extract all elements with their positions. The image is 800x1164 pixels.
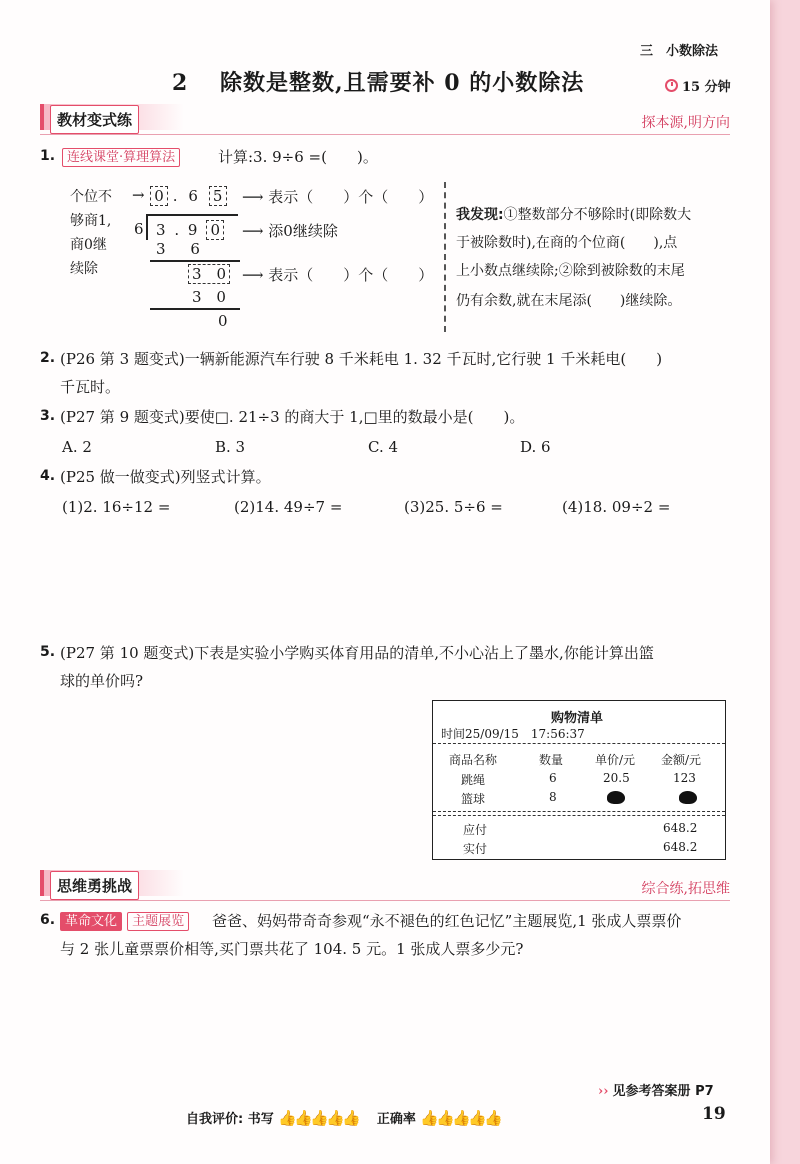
- receipt-row-2-name: 篮球: [461, 792, 486, 806]
- discover-label: 我发现:: [456, 207, 504, 223]
- arrow-3-text: 表示（ ）个（ ）: [268, 266, 434, 284]
- q5-line-2: 球的单价吗?: [60, 672, 144, 690]
- section-2-bar: [40, 870, 184, 896]
- q1-text: 计算:3. 9÷6 =( )。: [218, 148, 378, 166]
- q4-item-4: (4)18. 09÷2 =: [562, 498, 671, 516]
- q3-option-a[interactable]: A. 2: [62, 438, 92, 456]
- arrow-2-text: 添0继续除: [268, 222, 338, 240]
- arrow-1-text: 表示（ ）个（ ）: [268, 188, 434, 206]
- q1-note-3: 商0继: [70, 237, 107, 253]
- receipt-row-1-price: 20.5: [603, 771, 630, 785]
- q2-line-1: (P26 第 3 题变式)一辆新能源汽车行驶 8 千米耗电 1. 32 千瓦时,它行驶 1 千米耗电( ): [60, 350, 663, 368]
- q5-line-1: (P27 第 10 题变式)下表是实验小学购买体育用品的清单,不小心沾上了墨水,你能计算出篮: [60, 644, 654, 662]
- q4-item-3: (3)25. 5÷6 =: [404, 498, 503, 516]
- section-2-line: [40, 900, 730, 901]
- q6-tag-2: 主题展览: [127, 912, 189, 931]
- q1-note-1: 个位不: [70, 189, 112, 205]
- receipt-row-1-name: 跳绳: [461, 773, 486, 787]
- q3-option-d[interactable]: D. 6: [520, 438, 551, 456]
- section-1-line: [40, 134, 730, 135]
- dividend-added-zero: 0: [206, 220, 224, 240]
- sub1-3: 3: [156, 240, 166, 258]
- ink-blot-amount: [679, 791, 697, 807]
- remainder-1: [188, 264, 230, 284]
- q3-number: 3.: [40, 408, 56, 424]
- timer: [665, 76, 731, 95]
- arrow-3: ⟶ 表示（ ）个（ ）: [242, 266, 434, 284]
- discover-line-3: 上小数点继续除;②除到被除数的末尾: [456, 263, 685, 279]
- sub1-6: 6: [190, 240, 200, 258]
- rem-3: 3: [191, 265, 202, 283]
- receipt-time: 时间25/09/15 17:56:37: [441, 727, 585, 741]
- section-2-subtitle: 综合练,拓思维: [641, 881, 730, 897]
- receipt-row-1-qty: 6: [549, 771, 557, 785]
- subtract-2: [192, 288, 226, 306]
- receipt-due-value: 648.2: [663, 821, 698, 835]
- unit-header: 三 小数除法: [640, 44, 719, 59]
- receipt-paid-value: 648.2: [663, 840, 698, 854]
- rule-1: [150, 260, 240, 262]
- note-arrow: →: [132, 186, 145, 204]
- arrow-1: ⟶ 表示（ ）个（ ）: [242, 188, 434, 206]
- arrow-2: ⟶ 添0继续除: [242, 222, 338, 240]
- clock-icon: [665, 79, 678, 92]
- discover-line-1: [456, 204, 691, 224]
- writing-label: 书写: [247, 1112, 274, 1127]
- dividend-9: 9: [187, 221, 198, 239]
- lesson-title: [172, 66, 584, 97]
- q3-text: (P27 第 9 题变式)要使□. 21÷3 的商大于 1,□里的数最小是( )。: [60, 408, 525, 426]
- thumbs-up-icon[interactable]: 👍: [294, 1109, 313, 1127]
- thumbs-up-icon[interactable]: 👍: [452, 1109, 472, 1127]
- rem-0: 0: [216, 265, 227, 283]
- thumbs-up-icon[interactable]: 👍: [468, 1109, 488, 1127]
- q1-divider: [444, 182, 446, 332]
- discover-line-4: 仍有余数,就在末尾添( )继续除。: [456, 293, 682, 309]
- section-1-bar: [40, 104, 184, 130]
- final-remainder: 0: [218, 312, 228, 330]
- sub2-0: 0: [216, 288, 226, 306]
- accuracy-thumbs[interactable]: [420, 1109, 504, 1127]
- sub2-3: 3: [192, 288, 202, 306]
- lesson-number: 2: [172, 70, 189, 96]
- quotient: [150, 186, 227, 206]
- q6-tag-1: 革命文化: [60, 912, 122, 931]
- q1-number: 1.: [40, 148, 56, 164]
- receipt-due-label: 应付: [463, 823, 488, 837]
- q4-item-1: (1)2. 16÷12 =: [62, 498, 171, 516]
- ink-blot-icon: [607, 791, 625, 804]
- q1-tag-label: 连线课堂·算理算法: [62, 148, 180, 167]
- q3-option-b[interactable]: B. 3: [215, 438, 246, 456]
- thumbs-up-icon[interactable]: 👍: [326, 1109, 345, 1127]
- dividend-3: 3: [156, 221, 166, 239]
- ink-blot-icon: [679, 791, 697, 804]
- receipt-row-2-qty: 8: [549, 790, 557, 804]
- receipt-rule-1: [433, 743, 725, 744]
- receipt-header-qty: 数量: [539, 753, 564, 767]
- receipt-rule-2: [433, 811, 725, 812]
- answer-reference: [598, 1080, 714, 1099]
- dividend: [156, 220, 224, 240]
- q1-tag: [62, 146, 180, 167]
- self-eval-label: 自我评价:: [186, 1112, 244, 1127]
- page-number: 19: [702, 1104, 726, 1124]
- q4-item-2: (2)14. 49÷7 =: [234, 498, 343, 516]
- q5-number: 5.: [40, 644, 56, 660]
- q6-line-1: 爸爸、妈妈带奇奇参观“永不褪色的红色记忆”主题展览,1 张成人票票价: [212, 912, 682, 930]
- writing-thumbs[interactable]: [278, 1109, 363, 1127]
- divisor: 6: [134, 220, 144, 238]
- quotient-ones-box: 0: [150, 186, 168, 206]
- section-2-title: 思维勇挑战: [50, 871, 139, 900]
- q6-number: 6.: [40, 912, 56, 928]
- timer-text: 15 分钟: [682, 80, 731, 95]
- q4-text: (P25 做一做变式)列竖式计算。: [60, 468, 271, 486]
- thumbs-up-icon[interactable]: 👍: [278, 1109, 297, 1127]
- receipt-row-1-amount: 123: [673, 771, 696, 785]
- q3-option-c[interactable]: C. 4: [368, 438, 399, 456]
- remainder-box: [188, 264, 230, 284]
- self-evaluation: [186, 1108, 504, 1127]
- receipt-paid-label: 实付: [463, 842, 488, 856]
- quotient-tenths: 6: [188, 187, 198, 205]
- q4-number: 4.: [40, 468, 56, 484]
- thumbs-up-icon[interactable]: 👍: [420, 1109, 440, 1127]
- quotient-dot: .: [172, 187, 178, 205]
- lesson-title-text: 除数是整数,且需要补 0 的小数除法: [219, 70, 585, 96]
- receipt-header-name: 商品名称: [449, 753, 498, 767]
- section-1-title: 教材变式练: [50, 105, 139, 134]
- receipt-header-amount: 金额/元: [661, 753, 702, 767]
- division-bar: [148, 214, 238, 216]
- rule-2: [150, 308, 240, 310]
- q2-line-2: 千瓦时。: [60, 378, 121, 396]
- dividend-dot: .: [174, 221, 180, 239]
- receipt-header-price: 单价/元: [595, 753, 636, 767]
- accuracy-label: 正确率: [376, 1112, 416, 1127]
- discover-text-1: ①整数部分不够除时(即除数大: [503, 207, 692, 223]
- thumbs-up-icon[interactable]: 👍: [436, 1109, 456, 1127]
- subtract-1: [156, 240, 200, 258]
- ink-blot-price: [607, 791, 625, 807]
- section-1-subtitle: 探本源,明方向: [641, 115, 730, 131]
- q1-note-4: 续除: [70, 261, 98, 277]
- q6-tags: [60, 910, 189, 931]
- receipt-title: 购物清单: [551, 711, 604, 726]
- thumbs-up-icon[interactable]: 👍: [310, 1109, 329, 1127]
- quotient-hundredths-box: 5: [209, 186, 227, 206]
- double-arrow-icon: ››: [598, 1084, 609, 1099]
- shopping-receipt: [432, 700, 726, 860]
- receipt-rule-3: [433, 815, 725, 816]
- answer-reference-text: 见参考答案册 P7: [612, 1084, 714, 1099]
- thumbs-up-icon[interactable]: 👍: [484, 1109, 504, 1127]
- q1-note-2: 够商1,: [70, 213, 112, 229]
- q2-number: 2.: [40, 350, 56, 366]
- q6-line-2: 与 2 张儿童票票价相等,买门票共花了 104. 5 元。1 张成人票多少元?: [60, 940, 524, 958]
- discover-line-2: 于被除数时),在商的个位商( ),点: [456, 235, 678, 251]
- thumbs-up-icon[interactable]: 👍: [342, 1109, 361, 1127]
- division-bracket: [146, 214, 148, 240]
